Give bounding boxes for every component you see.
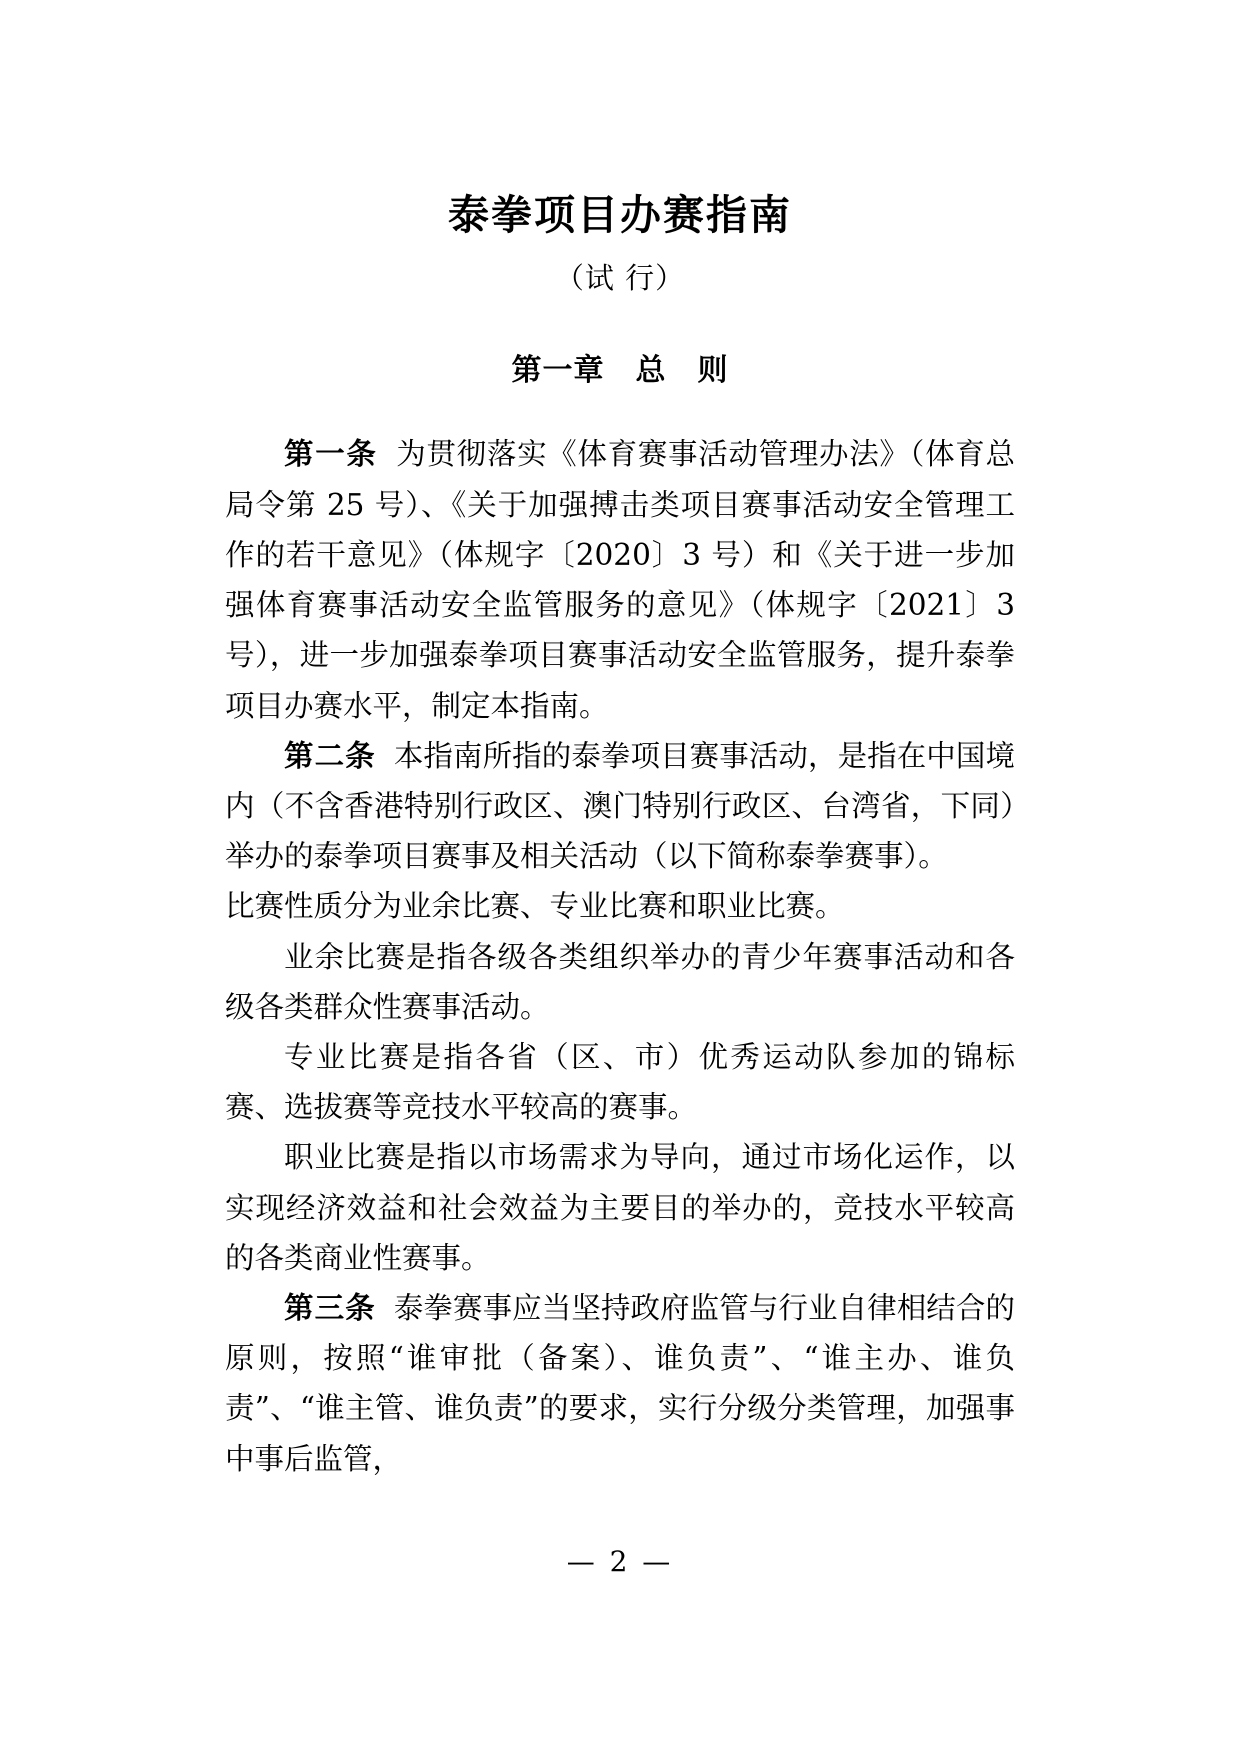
article-1-label: 第一条 (284, 436, 378, 472)
chapter-heading: 第一章 总 则 (511, 353, 729, 389)
article-2-paragraph-4: 专业比赛是指各省（区、市）优秀运动队参加的锦标赛、选拔赛等竞技水平较高的赛事。 (225, 1039, 1015, 1125)
page-title: 泰拳项目办赛指南 (448, 191, 792, 239)
article-1-text: 为贯彻落实《体育赛事活动管理办法》（体育总局令第 25 号）、《关于加强搏击类项目赛事活动安全管理工作的若干意见》（体规字〔2020〕3 号）和《关于进一步加强体育赛事活动安全监管服务的意见》（体规字〔2021〕3 号），进一步加强泰拳项目赛事活动安全监管服务，提升泰拳项目办赛水平，制定本指南。 (225, 437, 1015, 723)
article-3-label: 第三条 (284, 1289, 376, 1325)
article-2-paragraph-2: 比赛性质分为业余比赛、专业比赛和职业比赛。 (225, 889, 845, 924)
page-footer (0, 1519, 1240, 1754)
article-2-text: 本指南所指的泰拳项目赛事活动，是指在中国境内（不含香港特别行政区、澳门特别行政区、台湾省，下同）举办的泰拳项目赛事及相关活动（以下简称泰拳赛事）。 (225, 738, 1015, 874)
article-2-paragraph-5: 职业比赛是指以市场需求为导向，通过市场化运作，以实现经济效益和社会效益为主要目的举办的，竞技水平较高的各类商业性赛事。 (225, 1140, 1015, 1275)
article-1-paragraph (225, 429, 1015, 730)
page-number: — 2 — (566, 1545, 674, 1578)
article-3-text: 泰拳赛事应当坚持政府监管与行业自律相结合的原则，按照“谁审批（备案）、谁负责”、“谁主办、谁负责”、“谁主管、谁负责”的要求，实行分级分类管理，加强事中事后监管， (225, 1290, 1015, 1476)
document-subtitle: （试 行） (554, 261, 686, 296)
article-2-label: 第二条 (284, 737, 376, 773)
article-2-paragraph-3: 业余比赛是指各级各类组织举办的青少年赛事活动和各级各类群众性赛事活动。 (225, 939, 1015, 1024)
article-2-paragraph (225, 731, 1015, 882)
document-body (225, 389, 1015, 1483)
article-3-paragraph (225, 1283, 1015, 1484)
